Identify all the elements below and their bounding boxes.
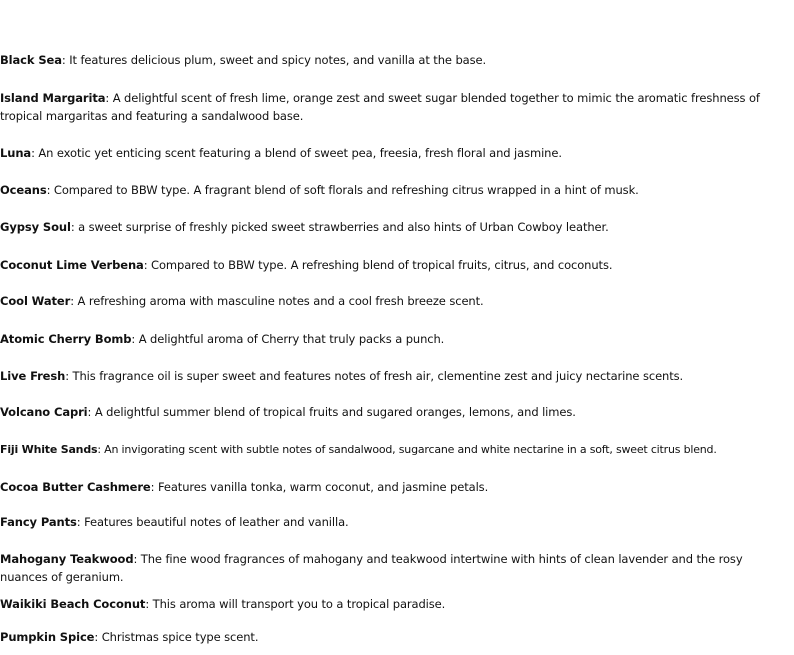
fragrance-entry-volcano-capri xyxy=(0,403,790,421)
fragrance-name: Cocoa Butter Cashmere xyxy=(0,480,151,494)
fragrance-name: Volcano Capri xyxy=(0,405,88,419)
fragrance-entry-pumpkin-spice xyxy=(0,628,790,646)
fragrance-description: : Compared to BBW type. A fragrant blend of soft florals and refreshing citrus wrapped in a hint of musk. xyxy=(46,183,639,197)
fragrance-name: Oceans xyxy=(0,183,47,197)
fragrance-description: : Features vanilla tonka, warm coconut, and jasmine petals. xyxy=(150,480,489,494)
fragrance-entry-luna xyxy=(0,144,790,162)
fragrance-description: : A delightful summer blend of tropical fruits and sugared oranges, lemons, and limes. xyxy=(87,405,576,419)
fragrance-description: : This fragrance oil is super sweet and features notes of fresh air, clementine zest and juicy nectarine scents. xyxy=(65,369,684,383)
fragrance-entry-live-fresh xyxy=(0,367,790,385)
fragrance-name: Live Fresh xyxy=(0,369,66,383)
fragrance-entry-atomic-cherry-bomb xyxy=(0,330,790,348)
fragrance-entry-oceans xyxy=(0,181,790,199)
fragrance-description: : An invigorating scent with subtle notes of sandalwood, sugarcane and white nectarine in a soft, sweet citrus blend. xyxy=(97,443,717,456)
fragrance-description: : a sweet surprise of freshly picked sweet strawberries and also hints of Urban Cowboy leather. xyxy=(70,220,609,234)
fragrance-name: Coconut Lime Verbena xyxy=(0,258,144,272)
fragrance-entry-black-sea xyxy=(0,51,790,69)
fragrance-name: Mahogany Teakwood xyxy=(0,552,134,566)
fragrance-description: : A delightful scent of fresh lime, orange zest and sweet sugar blended together to mimic the aromatic freshness of tropical margaritas and featuring a sandalwood base. xyxy=(0,91,760,123)
fragrance-name: Waikiki Beach Coconut xyxy=(0,597,146,611)
fragrance-name: Atomic Cherry Bomb xyxy=(0,332,132,346)
fragrance-description: : A refreshing aroma with masculine notes and a cool fresh breeze scent. xyxy=(70,294,484,308)
fragrance-entry-island-margarita xyxy=(0,89,790,125)
fragrance-entry-cool-water xyxy=(0,292,790,310)
fragrance-name: Pumpkin Spice xyxy=(0,630,95,644)
fragrance-description: : A delightful aroma of Cherry that truly packs a punch. xyxy=(131,332,445,346)
fragrance-name: Black Sea xyxy=(0,53,62,67)
fragrance-description: : It features delicious plum, sweet and spicy notes, and vanilla at the base. xyxy=(61,53,487,67)
fragrance-name: Gypsy Soul xyxy=(0,220,71,234)
fragrance-entry-waikiki-beach-coconut xyxy=(0,595,790,613)
fragrance-name: Island Margarita xyxy=(0,91,106,105)
fragrance-entry-fiji-white-sands xyxy=(0,441,790,459)
fragrance-name: Cool Water xyxy=(0,294,71,308)
fragrance-entry-mahogany-teakwood xyxy=(0,550,790,586)
fragrance-name: Fiji White Sands xyxy=(0,443,98,456)
fragrance-name: Luna xyxy=(0,146,32,160)
fragrance-name: Fancy Pants xyxy=(0,515,77,529)
fragrance-description: : Compared to BBW type. A refreshing blend of tropical fruits, citrus, and coconuts. xyxy=(143,258,613,272)
fragrance-description: : The fine wood fragrances of mahogany and teakwood intertwine with hints of clean lavender and the rosy nuances of geranium. xyxy=(0,552,743,584)
fragrance-description: : This aroma will transport you to a tropical paradise. xyxy=(145,597,446,611)
fragrance-description: : An exotic yet enticing scent featuring a blend of sweet pea, freesia, fresh floral and jasmine. xyxy=(31,146,562,160)
fragrance-entry-cocoa-butter-cashmere xyxy=(0,478,790,496)
fragrance-description: : Christmas spice type scent. xyxy=(94,630,259,644)
fragrance-entry-gypsy-soul xyxy=(0,218,790,236)
fragrance-description: : Features beautiful notes of leather and vanilla. xyxy=(76,515,349,529)
fragrance-entry-coconut-lime-verbena xyxy=(0,256,790,274)
fragrance-entry-fancy-pants xyxy=(0,513,790,531)
